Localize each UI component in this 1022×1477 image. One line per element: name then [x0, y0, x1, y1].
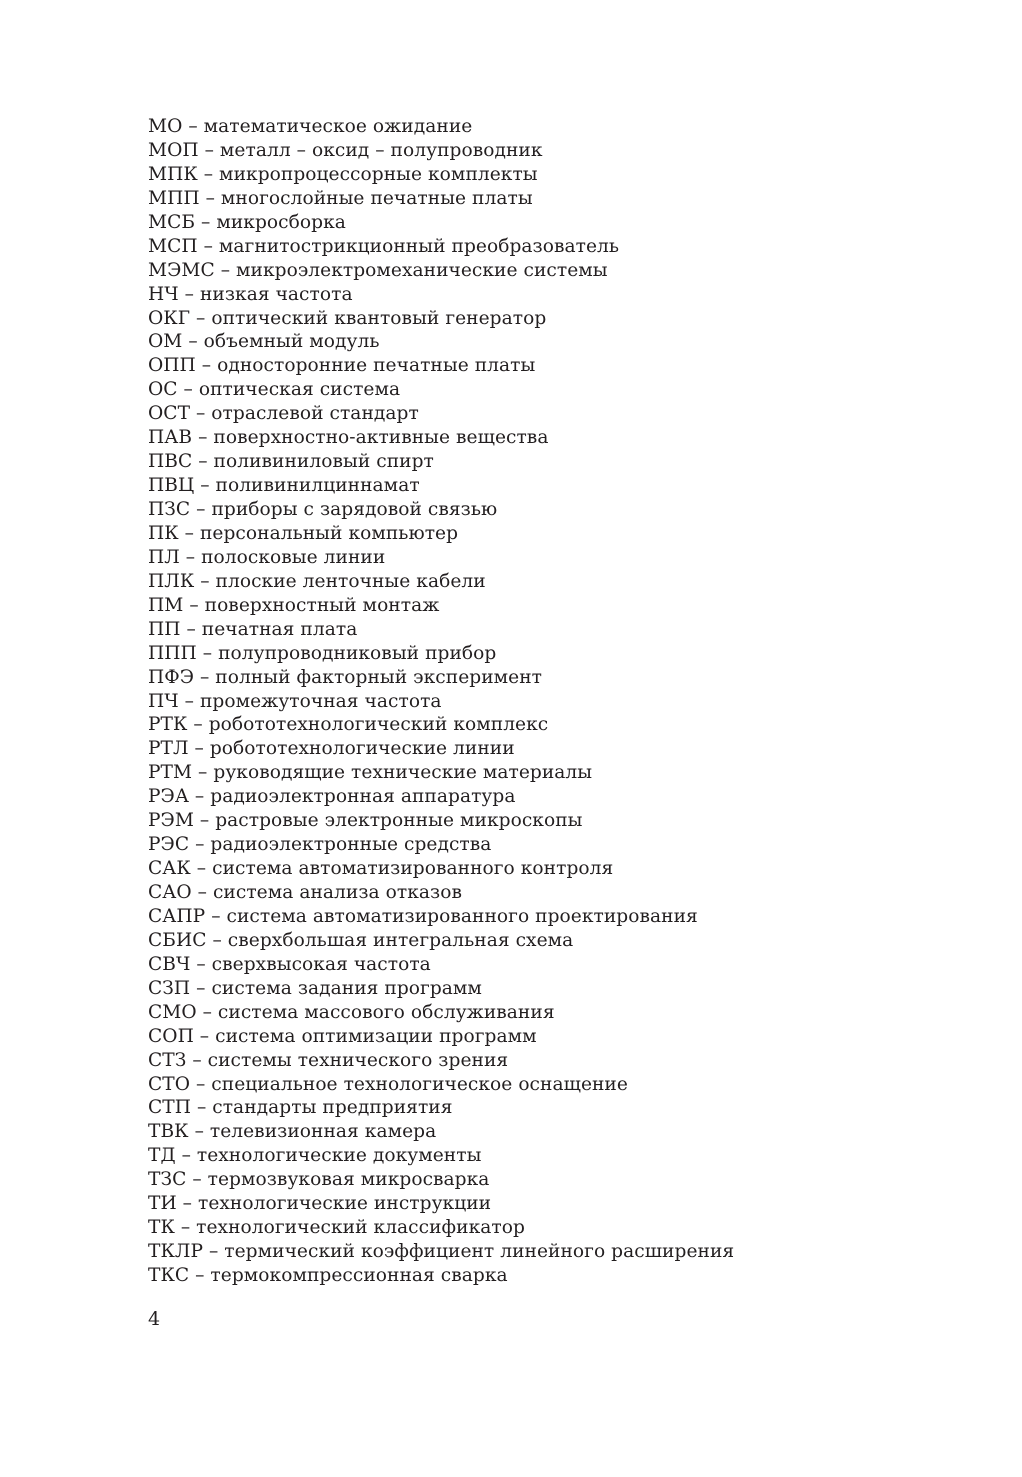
abbreviation-entry: ПЗС – приборы с зарядовой связью	[148, 499, 498, 520]
abbreviation-entry: ПМ – поверхностный монтаж	[148, 594, 440, 616]
abbreviation-entry: ПП – печатная плата	[148, 618, 358, 640]
abbreviation-entry: ПФЭ – полный факторный эксперимент	[148, 666, 543, 688]
abbreviation-entry: ОМ – объемный модуль	[148, 331, 380, 353]
abbreviation-entry: ППП – полупроводниковый прибор	[148, 642, 497, 664]
abbreviation-entry: МПП – многослойные печатные платы	[148, 187, 533, 209]
abbreviation-entry: СБИС – сверхбольшая интегральная схема	[148, 929, 574, 951]
abbreviation-entry: САК – система автоматизированного контроля	[148, 858, 614, 880]
abbreviation-entry: ПК – персональный компьютер	[148, 522, 459, 544]
abbreviation-entry: МОП – металл – оксид – полупроводник	[148, 139, 543, 161]
abbreviation-entry: СТО – специальное технологическое оснащение	[148, 1073, 628, 1095]
abbreviation-entry: РТЛ – робототехнологические линии	[148, 738, 515, 760]
abbreviation-entry: РТК – робототехнологический комплекс	[148, 714, 549, 736]
abbreviation-entry: СОП – система оптимизации программ	[148, 1025, 537, 1047]
abbreviation-entry: ТКЛР – термический коэффициент линейного расширения	[148, 1241, 735, 1263]
abbreviation-entry: ОСТ – отраслевой стандарт	[148, 403, 419, 425]
abbreviation-entry: ТИ – технологические инструкции	[148, 1193, 492, 1215]
abbreviation-entry: ПАВ – поверхностно-активные вещества	[148, 427, 549, 449]
abbreviation-entry: РЭС – радиоэлектронные средства	[148, 834, 492, 856]
abbreviation-entry: МПК – микропроцессорные комплекты	[148, 163, 538, 185]
abbreviation-entry: СВЧ – сверхвысокая частота	[148, 953, 431, 975]
abbreviation-entry: САО – система анализа отказов	[148, 882, 462, 903]
abbreviation-entry: СЗП – система задания программ	[148, 977, 482, 999]
page-number: 4	[148, 1308, 161, 1330]
abbreviation-entry: ПЛК – плоские ленточные кабели	[148, 570, 486, 592]
abbreviation-entry: МСП – магнитострикционный преобразователь	[148, 235, 620, 257]
abbreviation-entry: МСБ – микросборка	[148, 211, 346, 233]
abbreviation-entry: РТМ – руководящие технические материалы	[148, 762, 593, 784]
abbreviation-entry: СМО – система массового обслуживания	[148, 1001, 555, 1023]
abbreviation-entry: МО – математическое ожидание	[148, 116, 473, 137]
abbreviation-entry: НЧ – низкая частота	[148, 283, 353, 305]
abbreviation-entry: РЭМ – растровые электронные микроскопы	[148, 810, 583, 832]
abbreviation-entry: СТЗ – системы технического зрения	[148, 1049, 509, 1071]
abbreviation-entry: ТД – технологические документы	[148, 1145, 482, 1167]
abbreviation-entry: СТП – стандарты предприятия	[148, 1097, 453, 1119]
abbreviation-entry: ПЛ – полосковые линии	[148, 546, 386, 568]
abbreviation-entry: ОПП – односторонние печатные платы	[148, 355, 536, 377]
abbreviation-entry: ОКГ – оптический квантовый генератор	[148, 307, 547, 329]
abbreviation-entry: ТЗС – термозвуковая микросварка	[148, 1169, 490, 1191]
abbreviation-entry: ПВС – поливиниловый спирт	[148, 451, 434, 473]
abbreviation-list	[148, 115, 734, 1288]
abbreviation-entry: РЭА – радиоэлектронная аппаратура	[148, 786, 516, 808]
abbreviation-entry: САПР – система автоматизированного проектирования	[148, 905, 698, 927]
abbreviation-entry: ПВЦ – поливинилциннамат	[148, 475, 420, 497]
abbreviation-entry: ОС – оптическая система	[148, 379, 401, 401]
abbreviation-entry: ПЧ – промежуточная частота	[148, 690, 442, 712]
abbreviation-entry: МЭМС – микроэлектромеханические системы	[148, 259, 608, 281]
abbreviation-entry: ТКС – термокомпрессионная сварка	[148, 1265, 508, 1286]
abbreviation-entry: ТВК – телевизионная камера	[148, 1121, 437, 1143]
abbreviation-entry: ТК – технологический классификатор	[148, 1217, 525, 1239]
